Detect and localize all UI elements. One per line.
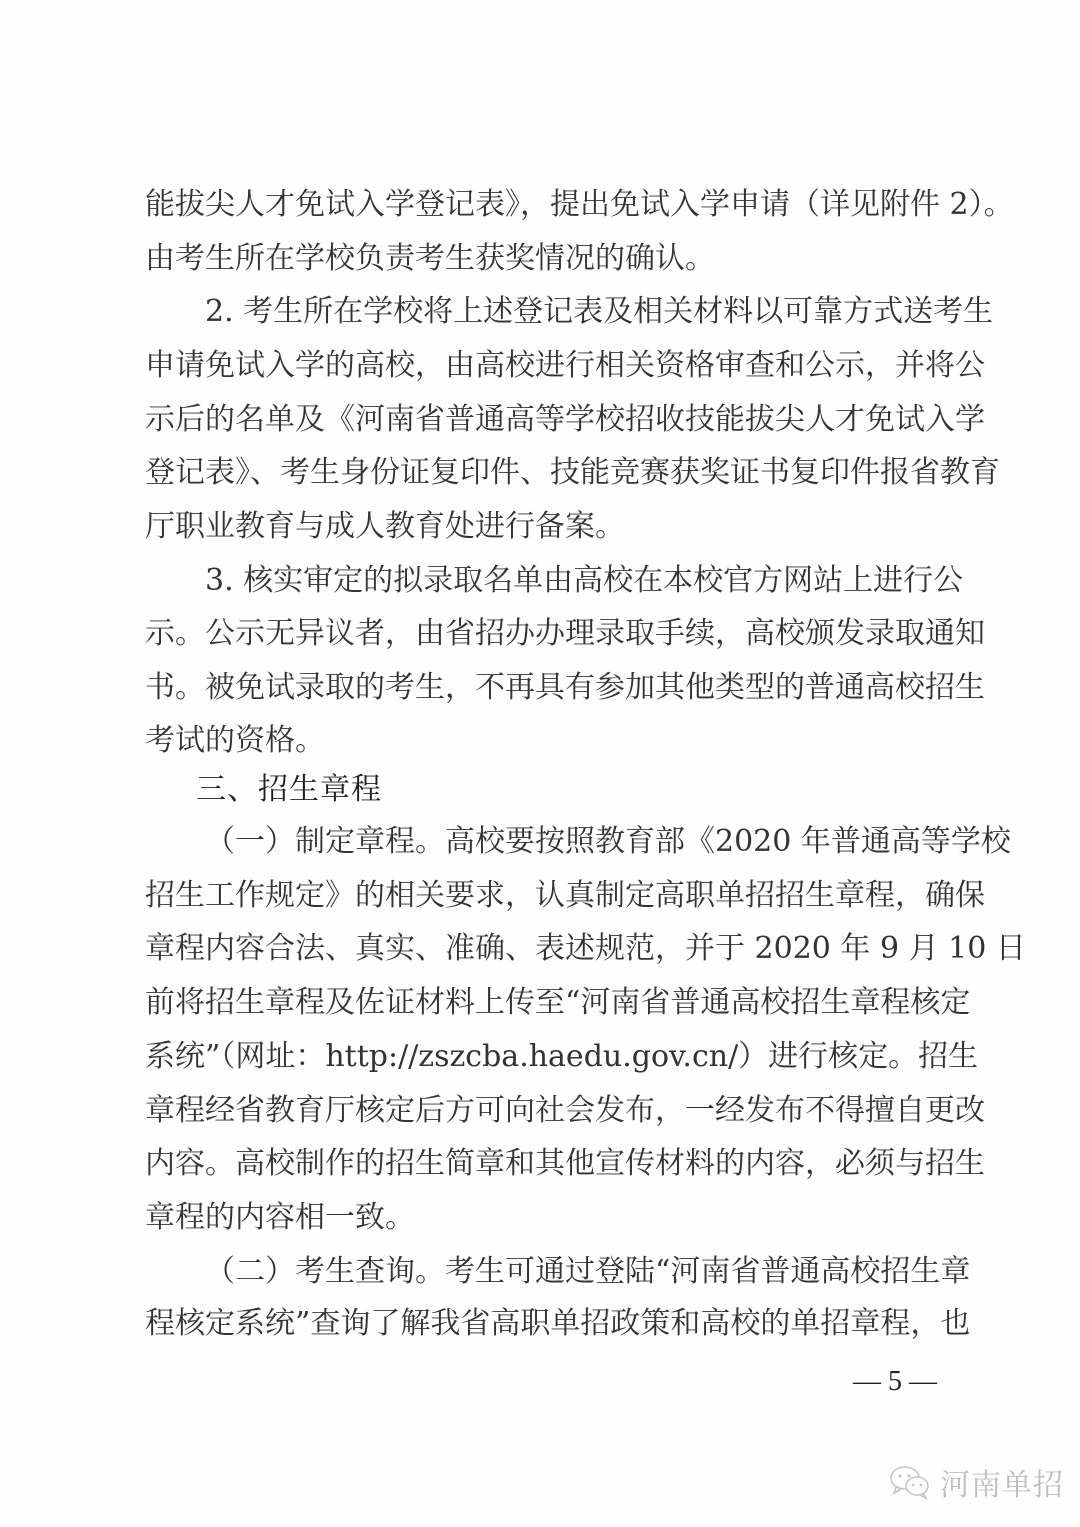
- section-heading: 三、招生章程: [196, 772, 382, 807]
- paragraph-line: 章程内容合法、真实、准确、表述规范，并于 2020 年 9 月 10 日: [145, 931, 1026, 966]
- wechat-icon: [888, 1464, 932, 1500]
- paragraph-line: 书。被免试录取的考生，不再具有参加其他类型的普通高校招生: [145, 670, 985, 705]
- paragraph-line: 章程的内容相一致。: [145, 1200, 415, 1235]
- paragraph-line: 2. 考生所在学校将上述登记表及相关材料以可靠方式送考生: [205, 294, 994, 329]
- paragraph-line: 3. 核实审定的拟录取名单由高校在本校官方网站上进行公: [205, 563, 964, 598]
- paragraph-line: 考试的资格。: [145, 723, 325, 758]
- paragraph-line: 申请免试入学的高校，由高校进行相关资格审查和公示，并将公: [145, 348, 985, 383]
- paragraph-line: 能拔尖人才免试入学登记表》，提出免试入学申请（详见附件 2）。: [145, 187, 1014, 222]
- paragraph-line: 示后的名单及《河南省普通高等学校招收技能拔尖人才免试入学: [145, 402, 985, 437]
- paragraph-line: 内容。高校制作的招生简章和其他宣传材料的内容，必须与招生: [145, 1146, 985, 1181]
- watermark: [888, 1462, 1064, 1502]
- paragraph-line: 示。公示无异议者，由省招办办理录取手续，高校颁发录取通知: [145, 616, 985, 651]
- paragraph-line: 招生工作规定》的相关要求，认真制定高职单招招生章程，确保: [145, 878, 985, 913]
- paragraph-line: 由考生所在学校负责考生获奖情况的确认。: [145, 241, 715, 276]
- paragraph-line: 程核定系统”查询了解我省高职单招政策和高校的单招章程，也: [145, 1306, 971, 1341]
- paragraph-line: （一）制定章程。高校要按照教育部《2020 年普通高等学校: [205, 824, 1011, 859]
- paragraph-line: 系统”（网址：http://zszcba.haedu.gov.cn/）进行核定。招生: [145, 1039, 979, 1074]
- paragraph-line: 前将招生章程及佐证材料上传至“河南省普通高校招生章程核定: [145, 985, 971, 1020]
- paragraph-line: 登记表》、考生身份证复印件、技能竞赛获奖证书复印件报省教育: [145, 455, 1000, 490]
- paragraph-line: 章程经省教育厅核定后方可向社会发布，一经发布不得擅自更改: [145, 1093, 985, 1128]
- paragraph-line: 厅职业教育与成人教育处进行备案。: [145, 509, 625, 544]
- watermark-text: 河南单招: [940, 1468, 1064, 1503]
- page-number: — 5 —: [853, 1366, 937, 1397]
- paragraph-line: （二）考生查询。考生可通过登陆“河南省普通高校招生章: [205, 1254, 971, 1289]
